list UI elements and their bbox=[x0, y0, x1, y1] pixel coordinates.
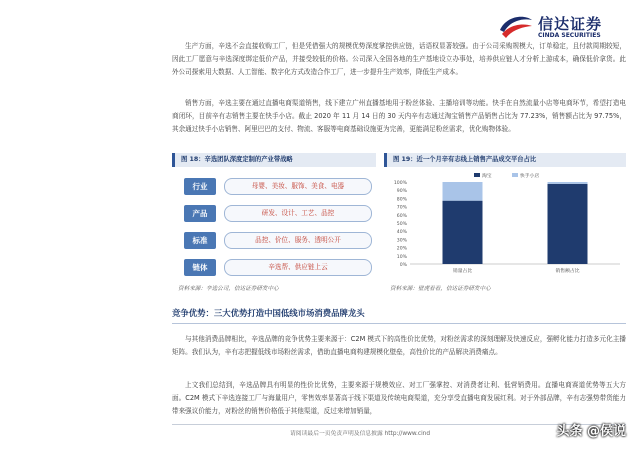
strategy-text: 研发、设计、工艺、品控 bbox=[261, 209, 335, 217]
strategy-row-industry bbox=[178, 178, 374, 195]
cinda-logo-mark-icon bbox=[498, 12, 534, 40]
strategy-bar bbox=[224, 232, 372, 249]
strategy-label: 标准 bbox=[184, 232, 216, 249]
bar-快手小店 bbox=[548, 182, 588, 184]
cinda-logo bbox=[498, 10, 626, 44]
bar-淘宝 bbox=[443, 201, 483, 264]
industry-strategy-diagram bbox=[178, 170, 374, 280]
y-tick-label: 40% bbox=[396, 230, 407, 236]
strategy-row-product bbox=[178, 205, 374, 222]
legend-label: 淘宝 bbox=[482, 174, 492, 179]
x-tick-label: 销量占比 bbox=[452, 269, 473, 274]
strategy-bar bbox=[224, 178, 372, 195]
paragraph-sales: 销售方面，辛选主要在通过直播电商渠道销售，线下建立广州直播基地用于粉丝体验、主播培训等功能。快手在自然流量小店等电商环节，希望打造电商闭环，目前辛有志销售主要在快手小店。截止 2020 年 11 月 14 日的 30 天内辛有志通过淘宝销售产品销售占比为 77.23%，销售额占比为 97.75%，其余通过快手小店销售、阿里巴巴的支付、物流、客服等电商基础设施更为完善，更能满足粉丝需求，优化购物体验。 bbox=[172, 99, 626, 133]
strategy-row-standard bbox=[178, 232, 374, 249]
figure-19-source: 资料来源：壁虎看看，信达证券研发中心 bbox=[390, 286, 491, 292]
section-title: 竞争优势：三大优势打造中国低线市场消费品牌龙头 bbox=[172, 308, 365, 318]
y-tick-label: 70% bbox=[396, 205, 407, 211]
legend-label: 快手小店 bbox=[520, 174, 540, 179]
paragraph-advantages: 与其他消费品牌相比，辛选品牌的竞争优势主要来源于：C2M 模式下的高性价比优势，对粉丝需求的深刻理解及快速反应，强孵化能力打造多元化主播矩阵。我们认为，辛有志把握低线市场粉丝需求，借助直播电商构建规模化壁垒，高性价比的产品解决消费痛点。 bbox=[172, 335, 626, 356]
y-tick-label: 20% bbox=[396, 246, 407, 252]
y-tick-label: 10% bbox=[396, 254, 407, 260]
y-tick-label: 80% bbox=[396, 197, 407, 203]
strategy-row-chain bbox=[178, 259, 374, 276]
bar-淘宝 bbox=[548, 184, 588, 264]
figure-18-title: 图 18：辛选团队深度定制的产业带战略 bbox=[172, 153, 376, 167]
section-divider bbox=[172, 323, 626, 324]
figure-19-title: 图 19：近一个月辛有志线上销售产品成交平台占比 bbox=[384, 153, 626, 167]
strategy-text: 品控、价位、服务、透明公开 bbox=[255, 236, 341, 244]
strategy-text: 辛选帮、供应链上云 bbox=[268, 263, 328, 271]
legend-swatch bbox=[474, 173, 480, 177]
paragraph-production: 生产方面，辛选不会直接收购工厂，但是凭借强大的规模优势深度掌控供应链，话语权显著较强。由于公司采购规模大，订单稳定，且付款周期较短，因此工厂愿意与辛选深度绑定低价产品，并接受较低的价格。公司深入全国各地的生产基地设立办事处，培养供应链人才分析上游成本，确保低价拿货。此外公司探索用大数据、人工智能、数字化方式改造合作工厂，进一步提升生产效率，降低生产成本。 bbox=[172, 42, 626, 76]
y-tick-label: 100% bbox=[393, 181, 407, 186]
figure-18-source: 资料来源：辛选公司，信达证券研发中心 bbox=[178, 286, 279, 292]
strategy-bar bbox=[224, 205, 372, 222]
y-tick-label: 60% bbox=[396, 213, 407, 219]
strategy-label: 行业 bbox=[184, 178, 216, 195]
strategy-text: 母婴、美妆、服饰、美食、电器 bbox=[251, 182, 345, 190]
strategy-bar bbox=[224, 259, 372, 276]
strategy-label: 产品 bbox=[184, 205, 216, 222]
y-tick-label: 0% bbox=[399, 263, 407, 268]
y-tick-label: 90% bbox=[396, 189, 407, 195]
x-tick-label: 销售额占比 bbox=[555, 269, 580, 274]
y-tick-label: 50% bbox=[396, 222, 407, 227]
watermark: 头条 @侯说 bbox=[556, 424, 626, 439]
strategy-label: 链体 bbox=[184, 259, 216, 276]
logo-text-cn: 信达证券 bbox=[538, 15, 603, 33]
legend-swatch bbox=[512, 173, 518, 177]
bar-快手小店 bbox=[443, 182, 483, 201]
paragraph-cost-performance: 上文我们总结到，辛选品牌具有明显的性价比优势，主要来源于规模效应、对工厂强掌控、对消费者让利、低营销费用。直播电商赛道优势等五大方面。C2M 模式下辛选连接工厂与海量用户，零售效率显著高于线下渠道及传统电商渠道，充分享受直播电商发展红利。对于外部品牌，辛有志强势带货能力带来强议价能力，对粉丝的销售价格低于其他渠道，反过来增加销量， bbox=[172, 381, 626, 415]
footer-disclaimer: 请阅读最后一页免责声明及信息披露 http://www.cind bbox=[290, 431, 431, 437]
y-tick-label: 30% bbox=[396, 238, 407, 244]
logo-text-en: CINDA SECURITIES bbox=[538, 32, 601, 39]
platform-share-chart bbox=[384, 170, 626, 282]
